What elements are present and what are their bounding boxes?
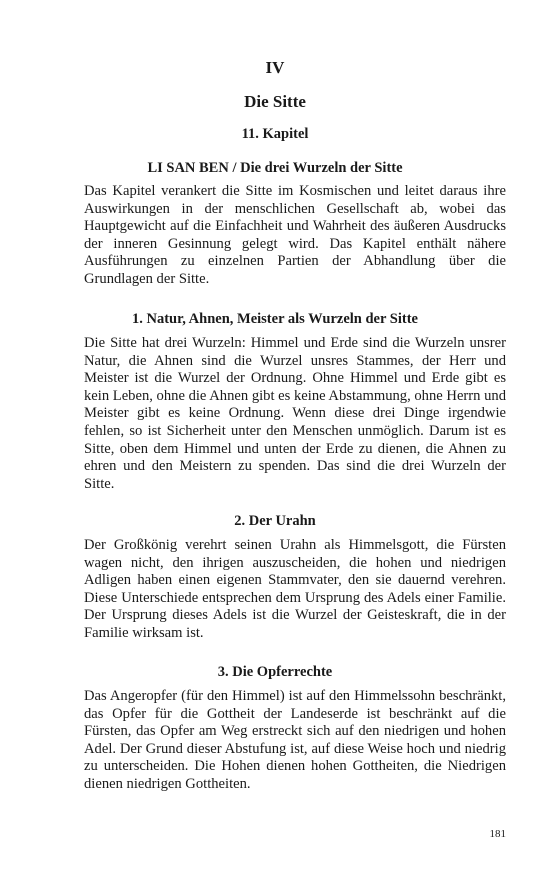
section-2-text: Der Großkönig verehrt seinen Urahn als Himmelsgott, die Fürsten wagen nicht, den ihrigen auszuscheiden, die hohen und niedrigen Adligen haben einen eigenen Stammvater, den sie dauernd verehren. Diese Unterschiede entsprechen dem Ursprung des Adels einer Familie. Der Ursprung dieses Adels ist die Wurzel der Geisteskraft, die in der Familie wirksam ist. (84, 537, 506, 641)
chapter-number: 11. Kapitel (241, 126, 309, 142)
chapter-title: LI SAN BEN / Die drei Wurzeln der Sitte (147, 160, 403, 176)
intro-paragraph: Das Kapitel verankert die Sitte im Kosmischen und leitet daraus ihre Auswirkungen in der menschlichen Gesellschaft ab, wobei das Hauptgewicht auf die Einfachheit und Wahrheit des äußeren Ausdrucks der inneren Gesinnung gelegt wird. Das Kapitel enthält nähere Ausführungen zu einzelnen Partien der Abhandlung über die Grundlagen der Sitte. (84, 183, 506, 287)
section-3-text: Das Angeropfer (für den Himmel) ist auf den Himmelssohn beschränkt, das Opfer für die Gottheit der Landeserde ist beschränkt auf die Fürsten, das Opfer am Weg erstreckt sich auf den niedrigen und hohen Adel. Der Grund dieser Abstufung ist, auf diese Weise hoch und niedrig zu unterscheiden. Die Hohen dienen hohen Gottheiten, die Niedrigen dienen niedrigen Gottheiten. (84, 688, 506, 792)
section-1-heading: 1. Natur, Ahnen, Meister als Wurzeln der Sitte (132, 311, 418, 327)
part-number: IV (265, 58, 285, 77)
page-number: 181 (489, 828, 506, 840)
section-3-heading: 3. Die Opferrechte (217, 664, 333, 680)
section-1-text: Die Sitte hat drei Wurzeln: Himmel und Erde sind die Wurzeln unsrer Natur, die Ahnen sind die Wurzel unsres Stammes, der Herr und Meister ist die Wurzel der Ordnung. Ohne Himmel und Erde gibt es kein Leben, ohne die Ahnen gibt es keine Abstammung, ohne Herrn und Meister gibt es keine Ordnung. Wenn diese drei Dinge irgendwie fehlen, so ist Sicherheit unter den Menschen unmöglich. Darum ist es Sitte, oben dem Himmel und unten der Erde zu dienen, die Ahnen zu ehren und den Meistern zu spenden. Das sind die drei Wurzeln der Sitte. (84, 335, 506, 492)
part-title: Die Sitte (244, 92, 306, 111)
section-2-heading: 2. Der Urahn (234, 513, 316, 529)
